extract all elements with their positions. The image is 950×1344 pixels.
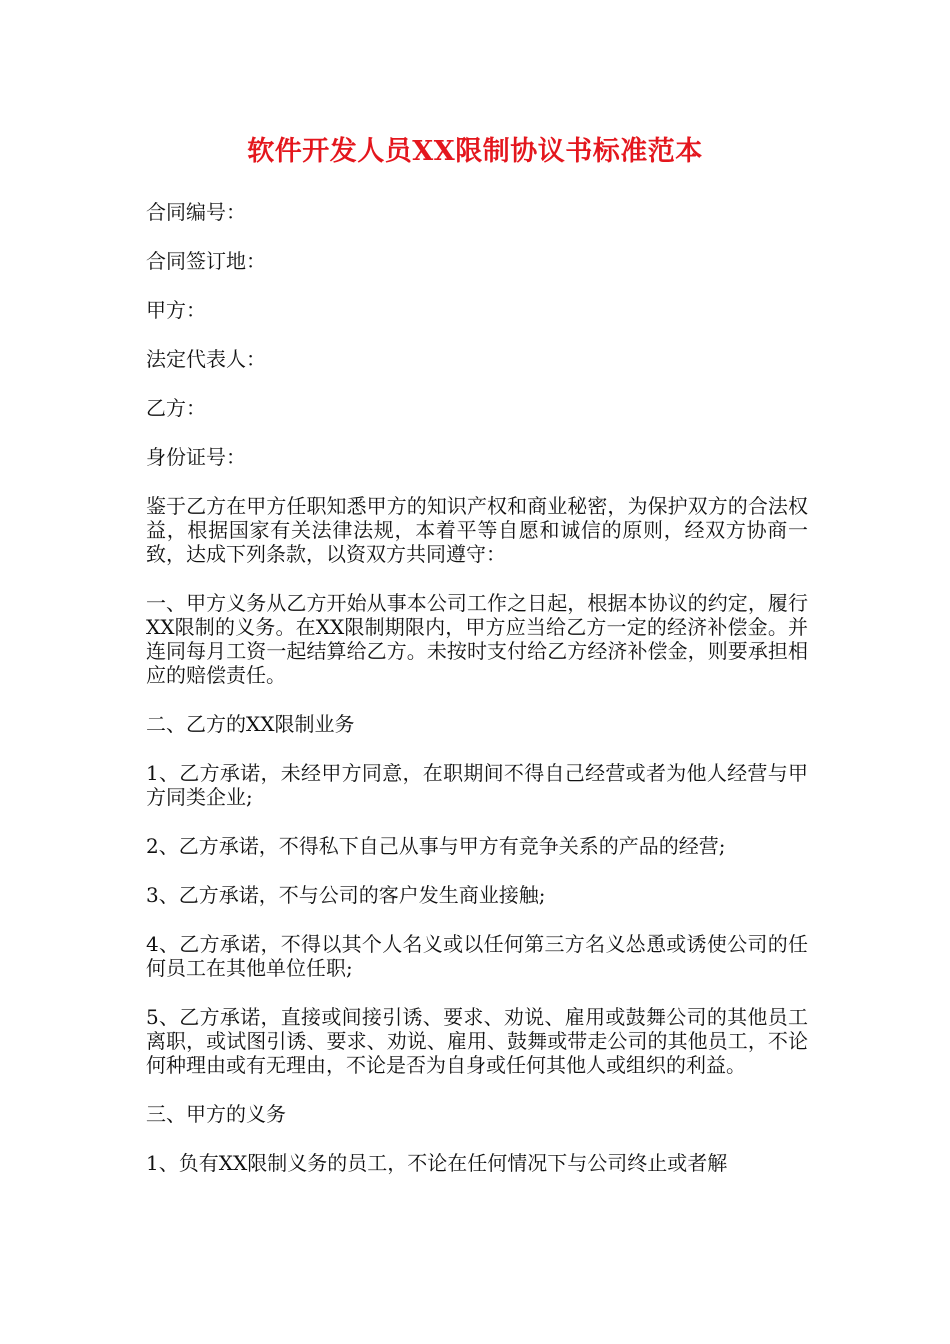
clause-3-1: 1、负有XX限制义务的员工，不论在任何情况下与公司终止或者解	[146, 1151, 728, 1175]
id-number-line: 身份证号：	[146, 445, 246, 469]
preamble-paragraph: 鉴于乙方在甲方任职知悉甲方的知识产权和商业秘密，为保护双方的合法权益，根据国家有关法律法规，本着平等自愿和诚信的原则，经双方协商一致，达成下列条款，以资双方共同遵守：	[146, 494, 808, 566]
clause-2-3: 3、乙方承诺，不与公司的客户发生商业接触;	[146, 883, 546, 907]
legal-representative-line: 法定代表人：	[146, 347, 266, 371]
contract-number-line: 合同编号：	[146, 200, 246, 224]
clause-2-4: 4、乙方承诺，不得以其个人名义或以任何第三方名义怂恿或诱使公司的任何员工在其他单位任职;	[146, 932, 808, 980]
party-b-line: 乙方：	[146, 396, 206, 420]
section-three-heading: 三、甲方的义务	[146, 1102, 286, 1126]
clause-2-2: 2、乙方承诺，不得私下自己从事与甲方有竞争关系的产品的经营;	[146, 834, 726, 858]
document-title: 软件开发人员XX限制协议书标准范本	[247, 136, 703, 167]
party-a-line: 甲方：	[146, 298, 206, 322]
section-two-heading: 二、乙方的XX限制业务	[146, 712, 355, 736]
section-one-paragraph: 一、甲方义务从乙方开始从事本公司工作之日起，根据本协议的约定，履行XX限制的义务。在XX限制期限内，甲方应当给乙方一定的经济补偿金。并连同每月工资一起结算给乙方。未按时支付给乙方经济补偿金，则要承担相应的赔偿责任。	[146, 591, 808, 687]
clause-2-1: 1、乙方承诺，未经甲方同意，在职期间不得自己经营或者为他人经营与甲方同类企业;	[146, 761, 808, 809]
clause-2-5: 5、乙方承诺，直接或间接引诱、要求、劝说、雇用或鼓舞公司的其他员工离职，或试图引诱、要求、劝说、雇用、鼓舞或带走公司的其他员工，不论何种理由或有无理由，不论是否为自身或任何其他人或组织的利益。	[146, 1005, 808, 1077]
document-body	[146, 200, 808, 1200]
signing-place-line: 合同签订地：	[146, 249, 266, 273]
